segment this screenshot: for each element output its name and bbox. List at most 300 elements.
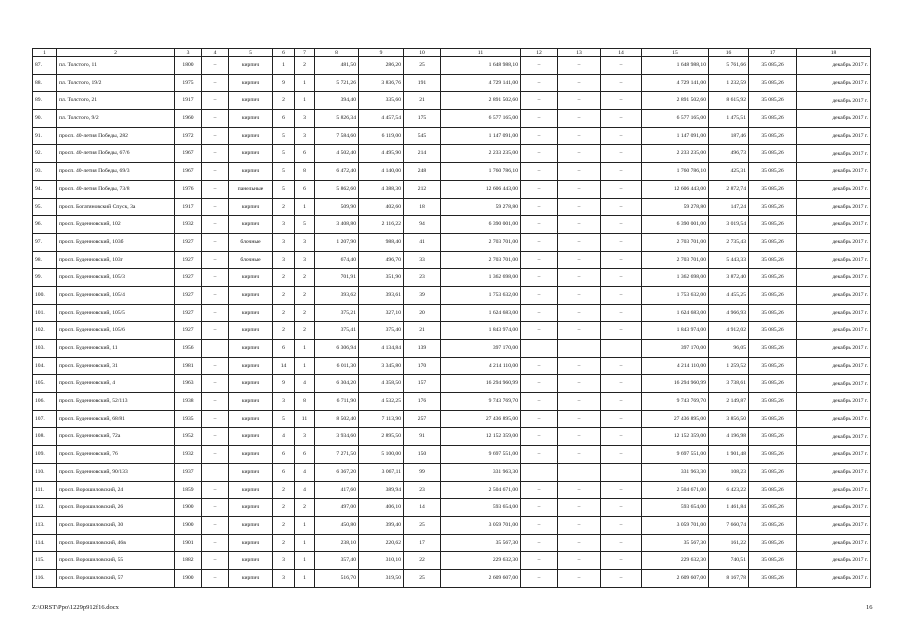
cell-col-13: – xyxy=(558,57,601,75)
cell-row-number: 110. xyxy=(33,463,57,481)
cell-completion-date: декабрь 2017 г. xyxy=(797,127,871,145)
cell-residents: 257 xyxy=(404,410,441,428)
cell-cost-total: 6 577 165,00 xyxy=(441,110,521,128)
cell-floors: 3 xyxy=(273,569,295,587)
cell-living-area: 4 495,90 xyxy=(359,145,404,163)
cell-residents: 23 xyxy=(404,481,441,499)
cell-floors: 9 xyxy=(273,74,295,92)
cell-residents: 17 xyxy=(404,534,441,552)
cell-completion-date: декабрь 2017 г. xyxy=(797,516,871,534)
cell-wall-material: кирпич xyxy=(229,569,273,587)
cell-cost-per-sqm: 740,51 xyxy=(709,552,749,570)
cell-col-12: – xyxy=(521,552,558,570)
table-row xyxy=(33,322,871,340)
table-row xyxy=(33,569,871,587)
cell-living-area: 5 100,00 xyxy=(359,446,404,464)
cell-total-area: 3 934,60 xyxy=(315,428,359,446)
cell-col-12: – xyxy=(521,322,558,340)
cell-year-built: 1917 xyxy=(175,198,202,216)
cell-limit-cost: 35 085,26 xyxy=(749,74,797,92)
cell-living-area: 2 116,22 xyxy=(359,216,404,234)
cell-row-number: 101. xyxy=(33,304,57,322)
cell-completion-date: декабрь 2017 г. xyxy=(797,446,871,464)
table-row xyxy=(33,251,871,269)
cell-year-built: 1917 xyxy=(175,92,202,110)
cell-col-12: – xyxy=(521,481,558,499)
cell-col-14: – xyxy=(601,534,642,552)
cell-completion-date: декабрь 2017 г. xyxy=(797,340,871,358)
cell-col-4: – xyxy=(202,216,229,234)
cell-cost-fund: 2 504 671,00 xyxy=(642,481,709,499)
cell-completion-date: декабрь 2017 г. xyxy=(797,216,871,234)
cell-col-13 xyxy=(558,340,601,358)
cell-col-14: – xyxy=(601,57,642,75)
cell-entrances: 3 xyxy=(295,110,315,128)
table-row xyxy=(33,393,871,411)
cell-living-area: 286,20 xyxy=(359,57,404,75)
cell-completion-date: декабрь 2017 г. xyxy=(797,74,871,92)
cell-total-area: 6 711,90 xyxy=(315,393,359,411)
cell-wall-material: кирпич xyxy=(229,552,273,570)
cell-floors: 2 xyxy=(273,304,295,322)
cell-completion-date: декабрь 2017 г. xyxy=(797,481,871,499)
cell-wall-material: кирпич xyxy=(229,516,273,534)
cell-limit-cost: 35 085,26 xyxy=(749,127,797,145)
cell-cost-per-sqm: 8 167,78 xyxy=(709,569,749,587)
cell-total-area: 5 862,60 xyxy=(315,180,359,198)
table-row xyxy=(33,145,871,163)
cell-col-13: – xyxy=(558,74,601,92)
table-header xyxy=(33,49,871,57)
cell-floors: 3 xyxy=(273,233,295,251)
cell-row-number: 98. xyxy=(33,251,57,269)
cell-cost-total: 3 059 701,00 xyxy=(441,516,521,534)
cell-entrances: 2 xyxy=(295,304,315,322)
cell-cost-per-sqm: 1 461,84 xyxy=(709,499,749,517)
cell-cost-fund: 2 703 701,00 xyxy=(642,251,709,269)
cell-col-12 xyxy=(521,340,558,358)
cell-cost-total: 2 891 502,60 xyxy=(441,92,521,110)
cell-total-area: 5 721,26 xyxy=(315,74,359,92)
cell-total-area: 417,60 xyxy=(315,481,359,499)
column-header-6: 6 xyxy=(273,49,295,57)
cell-cost-fund: 6 577 165,00 xyxy=(642,110,709,128)
table-row xyxy=(33,410,871,428)
cell-total-area: 7 584,60 xyxy=(315,127,359,145)
cell-year-built: 1927 xyxy=(175,286,202,304)
column-header-1: 1 xyxy=(33,49,57,57)
cell-address: просп. Ворошиловский, 57 xyxy=(57,569,175,587)
cell-row-number: 109. xyxy=(33,446,57,464)
cell-col-13: – xyxy=(558,410,601,428)
cell-col-4: – xyxy=(202,322,229,340)
cell-entrances: 1 xyxy=(295,516,315,534)
cell-cost-per-sqm: 2 735,43 xyxy=(709,233,749,251)
cell-col-12: – xyxy=(521,516,558,534)
cell-year-built: 1938 xyxy=(175,393,202,411)
cell-residents: 170 xyxy=(404,357,441,375)
cell-living-area: 7 113,90 xyxy=(359,410,404,428)
cell-col-12: – xyxy=(521,428,558,446)
cell-cost-fund: 6 390 001,00 xyxy=(642,216,709,234)
cell-residents: 21 xyxy=(404,322,441,340)
cell-wall-material: кирпич xyxy=(229,110,273,128)
cell-col-4: – xyxy=(202,428,229,446)
cell-cost-per-sqm: 1 232,59 xyxy=(709,74,749,92)
cell-col-12: – xyxy=(521,163,558,181)
cell-col-13: – xyxy=(558,569,601,587)
cell-address: просп. Ворошиловский, 26 xyxy=(57,499,175,517)
table-row xyxy=(33,74,871,92)
cell-col-14: – xyxy=(601,216,642,234)
cell-floors: 2 xyxy=(273,198,295,216)
cell-residents: 33 xyxy=(404,251,441,269)
column-header-14: 14 xyxy=(601,49,642,57)
cell-completion-date: декабрь 2017 г. xyxy=(797,233,871,251)
cell-year-built: 1900 xyxy=(175,516,202,534)
cell-col-13: – xyxy=(558,304,601,322)
cell-cost-fund: 1 843 974,00 xyxy=(642,322,709,340)
cell-living-area: 3 836,76 xyxy=(359,74,404,92)
cell-total-area: 6 011,30 xyxy=(315,357,359,375)
cell-entrances: 11 xyxy=(295,410,315,428)
cell-row-number: 91. xyxy=(33,127,57,145)
cell-total-area: 8 502,40 xyxy=(315,410,359,428)
cell-cost-fund: 1 760 786,10 xyxy=(642,163,709,181)
cell-residents: 23 xyxy=(404,269,441,287)
cell-residents: 25 xyxy=(404,57,441,75)
cell-total-area: 7 271,50 xyxy=(315,446,359,464)
cell-address: пл. Толстого, 9/2 xyxy=(57,110,175,128)
cell-col-13: – xyxy=(558,110,601,128)
cell-residents: 157 xyxy=(404,375,441,393)
table-row xyxy=(33,57,871,75)
cell-completion-date: декабрь 2017 г. xyxy=(797,569,871,587)
cell-cost-fund: 2 891 502,60 xyxy=(642,92,709,110)
cell-year-built: 1967 xyxy=(175,145,202,163)
cell-year-built: 1972 xyxy=(175,127,202,145)
cell-col-12: – xyxy=(521,251,558,269)
cell-row-number: 94. xyxy=(33,180,57,198)
cell-wall-material: панельные xyxy=(229,180,273,198)
cell-col-4: – xyxy=(202,180,229,198)
cell-residents: 99 xyxy=(404,463,441,481)
cell-cost-fund: 1 753 632,00 xyxy=(642,286,709,304)
cell-year-built: 1960 xyxy=(175,110,202,128)
cell-year-built: 1859 xyxy=(175,481,202,499)
cell-col-12: – xyxy=(521,410,558,428)
cell-entrances: 4 xyxy=(295,481,315,499)
cell-completion-date: декабрь 2017 г. xyxy=(797,428,871,446)
table-row xyxy=(33,552,871,570)
cell-col-14: – xyxy=(601,322,642,340)
cell-cost-total: 331 963,30 xyxy=(441,463,521,481)
cell-col-14: – xyxy=(601,516,642,534)
cell-limit-cost: 35 085,26 xyxy=(749,269,797,287)
cell-cost-fund: 1 648 988,10 xyxy=(642,57,709,75)
cell-cost-per-sqm: 496,73 xyxy=(709,145,749,163)
cell-limit-cost: 35 085,26 xyxy=(749,304,797,322)
table-row xyxy=(33,198,871,216)
cell-col-13: – xyxy=(558,516,601,534)
cell-address: просп. Буденновский, 11 xyxy=(57,340,175,358)
cell-entrances: 6 xyxy=(295,180,315,198)
cell-floors: 6 xyxy=(273,110,295,128)
cell-row-number: 116. xyxy=(33,569,57,587)
cell-col-12: – xyxy=(521,110,558,128)
cell-completion-date: декабрь 2017 г. xyxy=(797,92,871,110)
cell-year-built: 1901 xyxy=(175,534,202,552)
cell-wall-material: кирпич xyxy=(229,145,273,163)
cell-living-area: 406,10 xyxy=(359,499,404,517)
cell-year-built: 1927 xyxy=(175,322,202,340)
cell-residents: 545 xyxy=(404,127,441,145)
cell-col-12: – xyxy=(521,57,558,75)
cell-cost-total: 397 170,00 xyxy=(441,340,521,358)
cell-col-14: – xyxy=(601,552,642,570)
cell-cost-fund: 1 362 698,00 xyxy=(642,269,709,287)
cell-cost-total: 9 743 769,70 xyxy=(441,393,521,411)
cell-cost-total: 4 729 141,00 xyxy=(441,74,521,92)
column-header-4: 4 xyxy=(202,49,229,57)
cell-row-number: 115. xyxy=(33,552,57,570)
cell-cost-fund: 35 567,30 xyxy=(642,534,709,552)
cell-cost-per-sqm: 2 149,87 xyxy=(709,393,749,411)
cell-floors: 5 xyxy=(273,410,295,428)
cell-col-4: – xyxy=(202,357,229,375)
cell-wall-material: кирпич xyxy=(229,428,273,446)
cell-address: просп. 40-летия Победы, 73/8 xyxy=(57,180,175,198)
cell-col-13: – xyxy=(558,357,601,375)
cell-cost-total: 1 624 683,00 xyxy=(441,304,521,322)
cell-living-area: 389,94 xyxy=(359,481,404,499)
cell-year-built: 1927 xyxy=(175,269,202,287)
cell-col-13: – xyxy=(558,251,601,269)
cell-residents: 212 xyxy=(404,180,441,198)
cell-wall-material: кирпич xyxy=(229,322,273,340)
cell-residents: 94 xyxy=(404,216,441,234)
cell-total-area: 6 306,94 xyxy=(315,340,359,358)
column-header-10: 10 xyxy=(404,49,441,57)
cell-entrances: 1 xyxy=(295,198,315,216)
column-header-9: 9 xyxy=(359,49,404,57)
cell-col-13: – xyxy=(558,499,601,517)
cell-entrances: 1 xyxy=(295,340,315,358)
cell-row-number: 89. xyxy=(33,92,57,110)
cell-year-built: 1900 xyxy=(175,569,202,587)
cell-entrances: 8 xyxy=(295,163,315,181)
cell-cost-total: 35 567,30 xyxy=(441,534,521,552)
cell-entrances: 1 xyxy=(295,92,315,110)
cell-limit-cost: 35 085,26 xyxy=(749,428,797,446)
column-header-7: 7 xyxy=(295,49,315,57)
cell-living-area: 310,10 xyxy=(359,552,404,570)
cell-row-number: 104. xyxy=(33,357,57,375)
cell-col-12: – xyxy=(521,393,558,411)
cell-col-13: – xyxy=(558,233,601,251)
cell-col-12: – xyxy=(521,357,558,375)
cell-year-built: 1932 xyxy=(175,216,202,234)
cell-row-number: 108. xyxy=(33,428,57,446)
cell-cost-total: 593 654,00 xyxy=(441,499,521,517)
cell-residents: 20 xyxy=(404,304,441,322)
cell-cost-fund: 229 632,30 xyxy=(642,552,709,570)
cell-col-4: – xyxy=(202,410,229,428)
cell-cost-fund: 16 294 960,99 xyxy=(642,375,709,393)
cell-col-14 xyxy=(601,340,642,358)
cell-col-4: – xyxy=(202,375,229,393)
column-header-16: 16 xyxy=(709,49,749,57)
cell-cost-fund: 331 963,30 xyxy=(642,463,709,481)
cell-living-area: 4 457,54 xyxy=(359,110,404,128)
cell-cost-per-sqm: 425,31 xyxy=(709,163,749,181)
cell-col-14: – xyxy=(601,163,642,181)
cell-completion-date: декабрь 2017 г. xyxy=(797,410,871,428)
cell-floors: 6 xyxy=(273,463,295,481)
cell-residents: 214 xyxy=(404,145,441,163)
cell-cost-fund: 3 059 701,00 xyxy=(642,516,709,534)
cell-floors: 2 xyxy=(273,286,295,304)
cell-limit-cost: 35 085,26 xyxy=(749,286,797,304)
cell-completion-date: декабрь 2017 г. xyxy=(797,286,871,304)
cell-address: просп. Буденновский, 4 xyxy=(57,375,175,393)
table-body xyxy=(33,57,871,588)
cell-col-14: – xyxy=(601,481,642,499)
cell-cost-total: 12 606 443,00 xyxy=(441,180,521,198)
cell-floors: 3 xyxy=(273,216,295,234)
cell-floors: 5 xyxy=(273,163,295,181)
cell-cost-per-sqm: 7 660,74 xyxy=(709,516,749,534)
cell-entrances: 2 xyxy=(295,322,315,340)
cell-col-13: – xyxy=(558,198,601,216)
cell-cost-per-sqm: 147,24 xyxy=(709,198,749,216)
cell-total-area: 375,41 xyxy=(315,322,359,340)
cell-row-number: 103. xyxy=(33,340,57,358)
cell-address: просп. Буденновский, 105/6 xyxy=(57,322,175,340)
cell-floors: 2 xyxy=(273,269,295,287)
cell-col-4: – xyxy=(202,163,229,181)
cell-entrances: 3 xyxy=(295,428,315,446)
cell-limit-cost: 35 085,26 xyxy=(749,499,797,517)
cell-col-14: – xyxy=(601,269,642,287)
cell-wall-material: кирпич xyxy=(229,163,273,181)
cell-residents: 21 xyxy=(404,92,441,110)
cell-cost-per-sqm: 5 443,33 xyxy=(709,251,749,269)
cell-cost-fund: 1 624 683,00 xyxy=(642,304,709,322)
cell-total-area: 701,91 xyxy=(315,269,359,287)
cell-cost-per-sqm: 3 872,40 xyxy=(709,269,749,287)
cell-row-number: 97. xyxy=(33,233,57,251)
column-header-5: 5 xyxy=(229,49,273,57)
cell-cost-fund: 2 703 701,00 xyxy=(642,233,709,251)
cell-limit-cost: 35 085,26 xyxy=(749,516,797,534)
cell-col-14: – xyxy=(601,92,642,110)
cell-address: просп. Буденновский, 103б xyxy=(57,233,175,251)
cell-total-area: 450,80 xyxy=(315,516,359,534)
table-row xyxy=(33,463,871,481)
cell-entrances: 4 xyxy=(295,463,315,481)
cell-col-14: – xyxy=(601,145,642,163)
column-header-13: 13 xyxy=(558,49,601,57)
cell-address: просп. Буденновский, 105/3 xyxy=(57,269,175,287)
cell-residents: 39 xyxy=(404,286,441,304)
cell-col-13: – xyxy=(558,145,601,163)
cell-cost-total: 9 697 551,00 xyxy=(441,446,521,464)
cell-floors: 2 xyxy=(273,534,295,552)
cell-col-12: – xyxy=(521,286,558,304)
cell-wall-material: кирпич xyxy=(229,92,273,110)
cell-wall-material: кирпич xyxy=(229,534,273,552)
cell-cost-per-sqm: 4 455,25 xyxy=(709,286,749,304)
cell-address: просп. Буденновский, 105/5 xyxy=(57,304,175,322)
cell-col-14: – xyxy=(601,110,642,128)
cell-cost-total: 16 294 960,99 xyxy=(441,375,521,393)
cell-total-area: 6 304,20 xyxy=(315,375,359,393)
cell-col-14: – xyxy=(601,357,642,375)
cell-floors: 5 xyxy=(273,145,295,163)
cell-limit-cost: 35 085,26 xyxy=(749,534,797,552)
cell-completion-date: декабрь 2017 г. xyxy=(797,393,871,411)
cell-col-12: – xyxy=(521,233,558,251)
cell-cost-fund: 397 170,00 xyxy=(642,340,709,358)
cell-cost-per-sqm: 3 019,54 xyxy=(709,216,749,234)
cell-cost-per-sqm: 3 856,50 xyxy=(709,410,749,428)
cell-limit-cost: 35 085,26 xyxy=(749,198,797,216)
cell-entrances: 4 xyxy=(295,375,315,393)
cell-floors: 2 xyxy=(273,516,295,534)
cell-col-13: – xyxy=(558,180,601,198)
cell-address: просп. Ворошиловский, 30 xyxy=(57,516,175,534)
cell-completion-date: декабрь 2017 г. xyxy=(797,499,871,517)
cell-cost-fund: 9 743 769,70 xyxy=(642,393,709,411)
cell-col-4 xyxy=(202,340,229,358)
cell-cost-total: 6 390 001,00 xyxy=(441,216,521,234)
cell-wall-material: кирпич xyxy=(229,410,273,428)
table-row xyxy=(33,269,871,287)
cell-completion-date: декабрь 2017 г. xyxy=(797,552,871,570)
cell-row-number: 88. xyxy=(33,74,57,92)
cell-year-built: 1927 xyxy=(175,233,202,251)
cell-entrances: 2 xyxy=(295,286,315,304)
cell-limit-cost: 35 085,26 xyxy=(749,481,797,499)
cell-address: просп. Буденновский, 102 xyxy=(57,216,175,234)
cell-living-area: 399,40 xyxy=(359,516,404,534)
cell-cost-total: 2 609 607,00 xyxy=(441,569,521,587)
cell-cost-fund: 2 609 607,00 xyxy=(642,569,709,587)
cell-residents: 18 xyxy=(404,198,441,216)
table-row xyxy=(33,516,871,534)
cell-completion-date: декабрь 2017 г. xyxy=(797,322,871,340)
cell-year-built: 1932 xyxy=(175,446,202,464)
cell-row-number: 114. xyxy=(33,534,57,552)
cell-col-4: – xyxy=(202,516,229,534)
cell-living-area: 4 388,30 xyxy=(359,180,404,198)
cell-cost-fund: 12 152 359,00 xyxy=(642,428,709,446)
cell-total-area: 393,62 xyxy=(315,286,359,304)
cell-col-14: – xyxy=(601,428,642,446)
cell-residents: 175 xyxy=(404,110,441,128)
cell-row-number: 92. xyxy=(33,145,57,163)
cell-living-area: 4 358,50 xyxy=(359,375,404,393)
cell-col-13: – xyxy=(558,446,601,464)
cell-residents: 25 xyxy=(404,516,441,534)
cell-address: просп. Ворошиловский, 24 xyxy=(57,481,175,499)
cell-cost-per-sqm: 1 475,51 xyxy=(709,110,749,128)
cell-entrances: 1 xyxy=(295,569,315,587)
cell-cost-fund: 59 278,80 xyxy=(642,198,709,216)
cell-wall-material: блочные xyxy=(229,233,273,251)
cell-limit-cost: 35 085,26 xyxy=(749,251,797,269)
